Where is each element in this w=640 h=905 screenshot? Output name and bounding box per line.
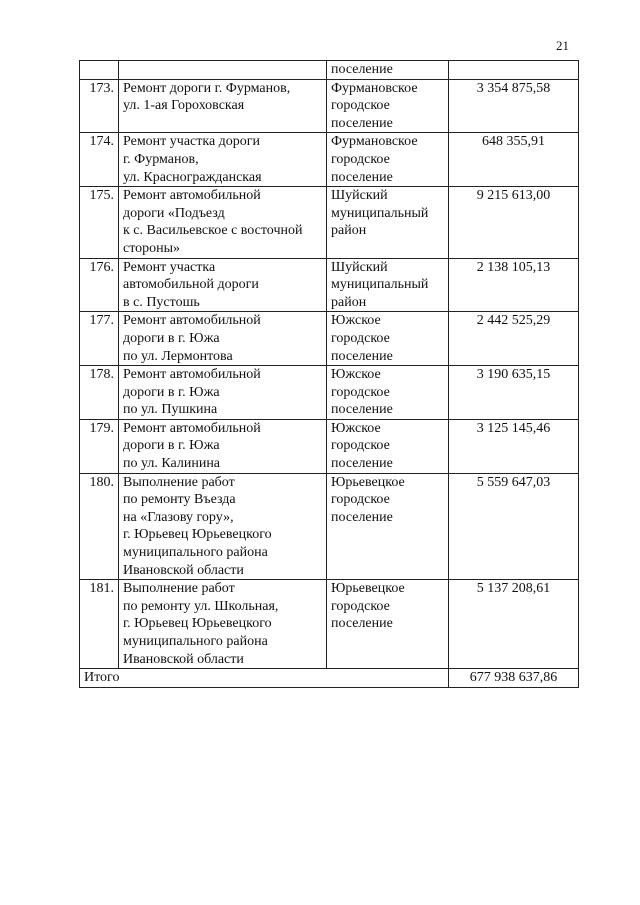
work-name-line: Выполнение работ: [123, 581, 235, 597]
work-name-line: дороги в г. Южа: [123, 384, 220, 400]
municipality-line: поселение: [331, 62, 393, 77]
municipality-line: Шуйский: [331, 188, 388, 204]
municipality-line: Юрьевецкое: [331, 581, 405, 597]
municipality-line: Южское: [331, 420, 381, 436]
municipality-line: Шуйский: [331, 259, 388, 275]
work-name: [119, 187, 327, 258]
amount: 3 125 145,46: [449, 419, 579, 473]
amount: 5 559 647,03: [449, 473, 579, 580]
total-row: [80, 669, 579, 688]
page-number: 21: [556, 38, 569, 53]
work-name-line: по ул. Калинина: [123, 456, 221, 472]
municipality-line: городское: [331, 384, 390, 400]
work-name-line: муниципального района: [123, 634, 268, 649]
work-name-line: по ремонту ул. Школьная,: [123, 598, 279, 614]
work-name-line: Ремонт автомобильной: [123, 367, 261, 383]
municipality-line: поселение: [331, 169, 393, 185]
municipality: [327, 258, 449, 312]
municipality: [327, 312, 449, 366]
municipality-line: поселение: [331, 456, 393, 472]
work-name-line: на «Глазову гору»,: [123, 509, 234, 525]
work-name-line: Ивановской области: [123, 562, 244, 578]
table-row: [80, 312, 579, 366]
municipality-line: городское: [331, 330, 390, 346]
continuation-row: [80, 61, 579, 80]
municipality-line: муниципальный: [331, 205, 429, 221]
work-name-line: автомобильной дороги: [123, 277, 259, 293]
municipality-line: городское: [331, 438, 390, 454]
table-row: [80, 258, 579, 312]
table-row: [80, 473, 579, 580]
work-name-line: ул. Красногражданская: [123, 169, 262, 185]
municipality: [327, 473, 449, 580]
municipality: [327, 79, 449, 133]
row-number: 174.: [80, 133, 119, 187]
table-row: [80, 419, 579, 473]
amount: [449, 61, 579, 80]
amount: 5 137 208,61: [449, 580, 579, 669]
work-name-line: стороны»: [123, 240, 181, 256]
amount: 3 354 875,58: [449, 79, 579, 133]
work-name-line: Ремонт участка дороги: [123, 134, 261, 150]
work-name-line: в с. Пустошь: [123, 294, 200, 310]
table-row: [80, 580, 579, 669]
work-name-line: дороги в г. Южа: [123, 330, 220, 346]
municipality-line: поселение: [331, 348, 393, 364]
work-name: [119, 258, 327, 312]
work-name-line: Ремонт дороги г. Фурманов,: [123, 80, 291, 96]
work-name: [119, 366, 327, 420]
municipality-line: Южское: [331, 313, 381, 329]
work-name: [119, 133, 327, 187]
work-name: [119, 79, 327, 133]
expenditure-table: [79, 60, 579, 688]
municipality-line: поселение: [331, 402, 393, 418]
municipality-line: Южское: [331, 367, 381, 383]
row-number: [80, 61, 119, 80]
work-name: [119, 473, 327, 580]
amount: 2 138 105,13: [449, 258, 579, 312]
row-number: 173.: [80, 79, 119, 133]
work-name-line: Ремонт автомобильной: [123, 313, 261, 329]
municipality: [327, 61, 449, 80]
work-name-line: г. Юрьевец Юрьевецкого: [123, 527, 272, 543]
work-name: [119, 61, 327, 80]
total-label: Итого: [80, 669, 449, 688]
row-number: 179.: [80, 419, 119, 473]
row-number: 177.: [80, 312, 119, 366]
municipality: [327, 133, 449, 187]
work-name: [119, 312, 327, 366]
municipality-line: район: [331, 294, 367, 310]
table-row: [80, 187, 579, 258]
table-row: [80, 366, 579, 420]
work-name-line: Ремонт автомобильной: [123, 188, 261, 204]
municipality-line: городское: [331, 98, 390, 114]
municipality-line: Фурмановское: [331, 134, 418, 150]
municipality-line: район: [331, 223, 367, 239]
municipality: [327, 580, 449, 669]
work-name-line: по ул. Лермонтова: [123, 348, 233, 364]
work-name-line: по ремонту Въезда: [123, 492, 236, 508]
work-name-line: дороги «Подъезд: [123, 205, 225, 221]
municipality-line: городское: [331, 492, 390, 508]
municipality: [327, 187, 449, 258]
municipality: [327, 366, 449, 420]
work-name-line: дороги в г. Южа: [123, 438, 220, 454]
municipality-line: муниципальный: [331, 277, 429, 293]
work-name-line: Выполнение работ: [123, 474, 235, 490]
work-name-line: ул. 1-ая Гороховская: [123, 98, 245, 114]
work-name-line: г. Фурманов,: [123, 151, 199, 167]
work-name-line: по ул. Пушкина: [123, 402, 218, 418]
municipality-line: поселение: [331, 509, 393, 525]
row-number: 181.: [80, 580, 119, 669]
amount: 648 355,91: [449, 133, 579, 187]
table-row: [80, 79, 579, 133]
work-name-line: к с. Васильевское с восточной: [123, 223, 303, 239]
work-name-line: Ивановской области: [123, 651, 244, 667]
table-body: [80, 61, 579, 688]
work-name: [119, 580, 327, 669]
municipality: [327, 419, 449, 473]
work-name-line: Ремонт участка: [123, 259, 216, 275]
municipality-line: Фурмановское: [331, 80, 418, 96]
work-name-line: муниципального района: [123, 545, 268, 561]
amount: 2 442 525,29: [449, 312, 579, 366]
row-number: 178.: [80, 366, 119, 420]
amount: 3 190 635,15: [449, 366, 579, 420]
row-number: 176.: [80, 258, 119, 312]
work-name: [119, 419, 327, 473]
municipality-line: поселение: [331, 115, 393, 131]
municipality-line: поселение: [331, 616, 393, 632]
total-amount: 677 938 637,86: [449, 669, 579, 688]
municipality-line: городское: [331, 151, 390, 167]
row-number: 180.: [80, 473, 119, 580]
work-name-line: г. Юрьевец Юрьевецкого: [123, 616, 272, 632]
table-row: [80, 133, 579, 187]
work-name-line: Ремонт автомобильной: [123, 420, 261, 436]
amount: 9 215 613,00: [449, 187, 579, 258]
municipality-line: городское: [331, 598, 390, 614]
row-number: 175.: [80, 187, 119, 258]
municipality-line: Юрьевецкое: [331, 474, 405, 490]
